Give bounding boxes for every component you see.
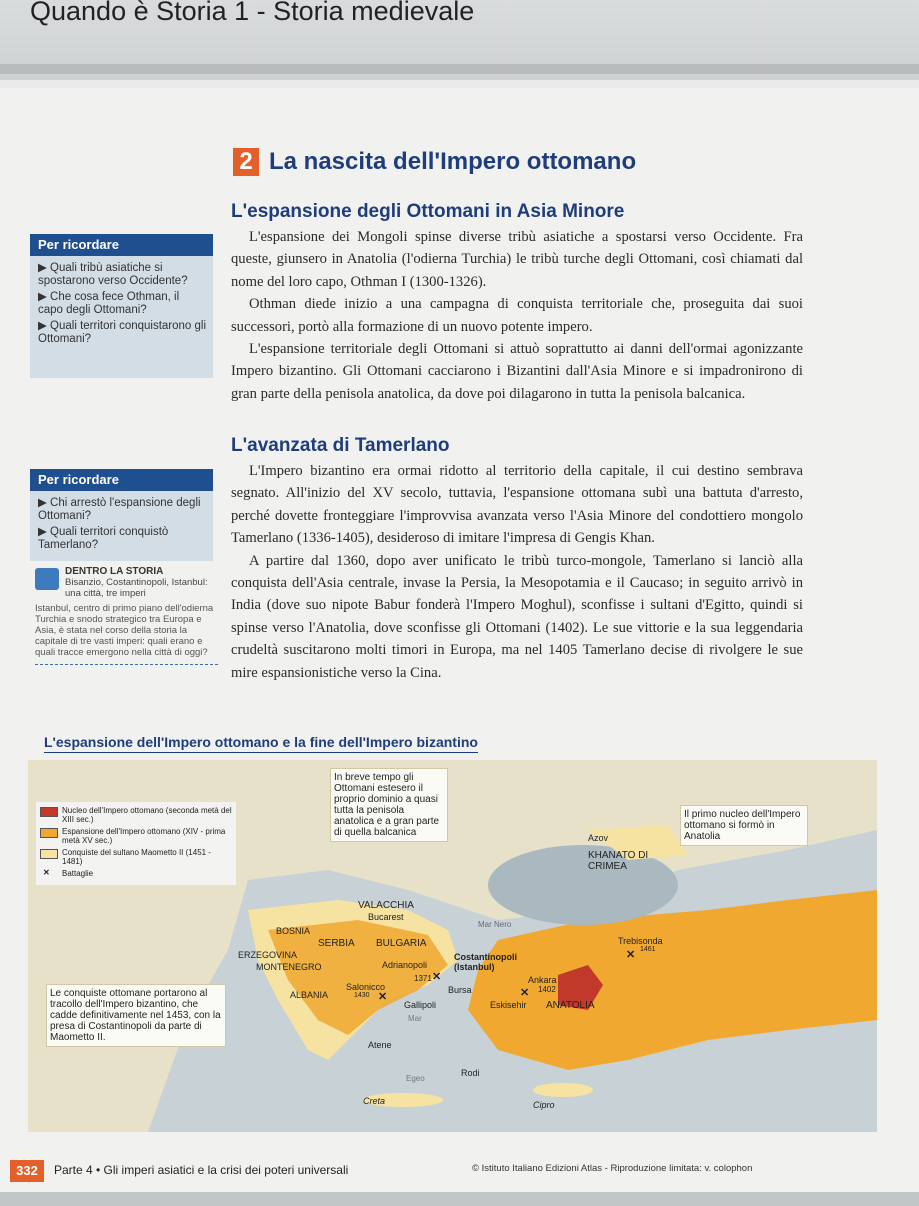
map-label-trebisonda: Trebisonda	[618, 936, 663, 946]
map-label-eskisehir: Eskisehir	[490, 1000, 527, 1010]
paragraph: Othman diede inizio a una campagna di conquista territoriale che, proseguita dai suoi successori, portò alla formazione di un nuovo potente impero.	[231, 296, 803, 335]
page-footer	[0, 1156, 919, 1186]
map-label-erzegovina: ERZEGOVINA	[238, 950, 298, 960]
legend-item: ✕ Battaglie	[43, 868, 94, 878]
legend-item: Nucleo dell'Impero ottomano (seconda metà del XIII sec.)	[40, 806, 232, 824]
dentro-header: DENTRO LA STORIA	[65, 566, 164, 577]
map-label-costantinopoli: Costantinopoli (Istanbul)	[454, 952, 517, 972]
legend-swatch	[40, 849, 58, 859]
chapter-number: 2	[233, 148, 259, 176]
map-label-bulgaria: BULGARIA	[376, 938, 427, 949]
legend-swatch	[40, 828, 58, 838]
map-label-ankara-year: 1402	[538, 985, 556, 994]
question: ▶ Che cosa fece Othman, il capo degli Ottomani?	[38, 291, 180, 316]
legend-item: Conquiste del sultano Maometto II (1451 - 1481)	[40, 848, 232, 866]
window-title: Quando è Storia 1 - Storia medievale	[30, 0, 475, 26]
map-label-albania: ALBANIA	[290, 990, 329, 1000]
map-label-creta: Creta	[363, 1096, 386, 1106]
bottom-edge	[0, 1192, 919, 1206]
sidebar-questions-1	[30, 256, 213, 378]
map-label-adrianopoli-year: 1371	[414, 974, 432, 983]
map-label-ankara: Ankara	[528, 975, 557, 985]
map-label-salonicco: Salonicco	[346, 982, 386, 992]
map-legend	[36, 802, 236, 885]
dentro-subtitle: Bisanzio, Costantinopoli, Istanbul: una città, tre imperi	[65, 577, 208, 599]
media-icon	[35, 568, 59, 590]
map-label-khanato: KHANATO DI CRIMEA	[588, 850, 649, 872]
map-label-azov: Azov	[588, 833, 609, 843]
window-titlebar	[0, 0, 919, 80]
battle-icon: ✕	[520, 987, 530, 999]
footer-part: Parte 4 • Gli imperi asiatici e la crisi dei poteri universali	[54, 1163, 349, 1177]
chapter-title: La nascita dell'Impero ottomano	[269, 148, 637, 175]
sidebar-header-2: Per ricordare	[30, 469, 213, 491]
map-label-adrianopoli: Adrianopoli	[382, 960, 428, 970]
paragraph: L'espansione dei Mongoli spinse diverse tribù asiatiche a spostarsi verso Occidente. Fra queste, giunsero in Anatolia (l'odierna Turchia) le tribù turche degli Ottomani, così chiamati dal nome del loro capo, Othman I (1300-1326).	[231, 229, 803, 290]
chapter-heading	[233, 148, 636, 176]
footer-copyright: © Istituto Italiano Edizioni Atlas - Riproduzione limitata: v. colophon	[472, 1163, 753, 1174]
paragraph: A partire dal 1360, dopo aver unificato le tribù turco-mongole, Tamerlano si lanciò alla conquista dell'Asia centrale, invase la Persia, la Mesopotamia e il Caucaso; in seguito arrivò in India (dove suo nipote Babur fonderà l'Impero Moghul), sconfisse i sultani d'Egitto, quindi si spinse verso l'Anatolia, dove sconfisse gli Ottomani (1402). Le sue vittorie e la sua leggendaria crudeltà suscitarono molti timori in Europa, ma nel 1405 Tamerlano decise di rivolgere le sue mire espansionistiche verso la Cina.	[231, 552, 803, 681]
paragraph: L'Impero bizantino era ormai ridotto al territorio della capitale, il cui destino sembrava segnato. All'inizio del XV secolo, tuttavia, l'espansione ottomana subì una battuta d'arresto, perché dovette fronteggiare l'improvvisa avanzata verso l'Asia Minore del condottiero mongolo Tamerlano (1336-1405), desideroso di imitare l'impresa di Gengis Khan.	[231, 463, 803, 547]
dentro-la-storia-box[interactable]	[35, 566, 218, 665]
battle-icon: ✕	[432, 971, 442, 983]
section-heading-1: L'espansione degli Ottomani in Asia Minore	[231, 201, 625, 222]
battle-icon: ✕	[626, 949, 636, 961]
dentro-text: Istanbul, centro di primo piano dell'odierna Turchia e snodo strategico tra Europa e Asia, è stata nel corso della storia la capitale di tre vasti imperi: quali erano e quali tracce emergono nella città di oggi?	[35, 603, 214, 658]
map-label-egeo: Egeo	[406, 1074, 425, 1083]
callout-top: In breve tempo gli Ottomani estesero il proprio dominio a quasi tutta la penisola anatolica e a gran parte di quella balcanica	[330, 768, 448, 842]
map-label-gallipoli: Gallipoli	[404, 1000, 437, 1010]
map-label-bucarest: Bucarest	[368, 912, 404, 922]
callout-right: Il primo nucleo dell'Impero ottomano si formò in Anatolia	[680, 805, 808, 846]
titlebar-divider	[0, 64, 919, 74]
question: ▶ Quali territori conquistarono gli Ottomani?	[38, 320, 207, 345]
map-title: L'espansione dell'Impero ottomano e la fine dell'Impero bizantino	[44, 734, 478, 753]
map-label-salonicco-year: 1430	[354, 992, 370, 999]
section-1-text	[231, 226, 803, 405]
map-label-valacchia: VALACCHIA	[358, 900, 414, 911]
section-heading-2: L'avanzata di Tamerlano	[231, 435, 450, 456]
map-label-anatolia: ANATOLIA	[546, 1000, 595, 1011]
map-label-bursa: Bursa	[448, 985, 472, 995]
map-label-mar: Mar	[408, 1014, 422, 1023]
sidebar-header-1: Per ricordare	[30, 234, 213, 256]
question: ▶ Quali territori conquistò Tamerlano?	[38, 526, 169, 551]
legend-swatch	[40, 807, 58, 817]
question: ▶ Chi arrestò l'espansione degli Ottomani?	[38, 497, 201, 522]
question: ▶ Quali tribù asiatiche si spostarono verso Occidente?	[38, 262, 188, 287]
battle-icon: ✕	[378, 991, 388, 1003]
section-2-text	[231, 460, 803, 684]
map-label-mar-nero: Mar Nero	[478, 920, 512, 929]
battle-icon: ✕	[43, 868, 50, 877]
map-label-atene: Atene	[368, 1040, 392, 1050]
map-label-montenegro: MONTENEGRO	[256, 962, 322, 972]
legend-item: Espansione dell'Impero ottomano (XIV - prima metà XV sec.)	[40, 827, 232, 845]
map-label-serbia: SERBIA	[318, 938, 355, 949]
map-label-rodi: Rodi	[461, 1068, 480, 1078]
sidebar-questions-2	[30, 491, 213, 561]
map-label-bosnia: BOSNIA	[276, 926, 311, 936]
map-label-trebisonda-year: 1461	[640, 946, 656, 953]
paragraph: L'espansione territoriale degli Ottomani si attuò soprattutto ai danni dell'ormai agonizzante Impero bizantino. Gli Ottomani cacciarono i Bizantini dall'Asia Minore e si impadronirono di gran parte della penisola anatolica, da dove poi dilagarono in tutta la penisola balcanica.	[231, 341, 803, 402]
page-number: 332	[10, 1160, 44, 1182]
historical-map	[28, 760, 877, 1132]
callout-bottom: Le conquiste ottomane portarono al tracollo dell'Impero bizantino, che cadde definitivamente nel 1453, con la presa di Costantinopoli da parte di Maometto II.	[46, 984, 226, 1047]
map-label-cipro: Cipro	[533, 1100, 555, 1110]
